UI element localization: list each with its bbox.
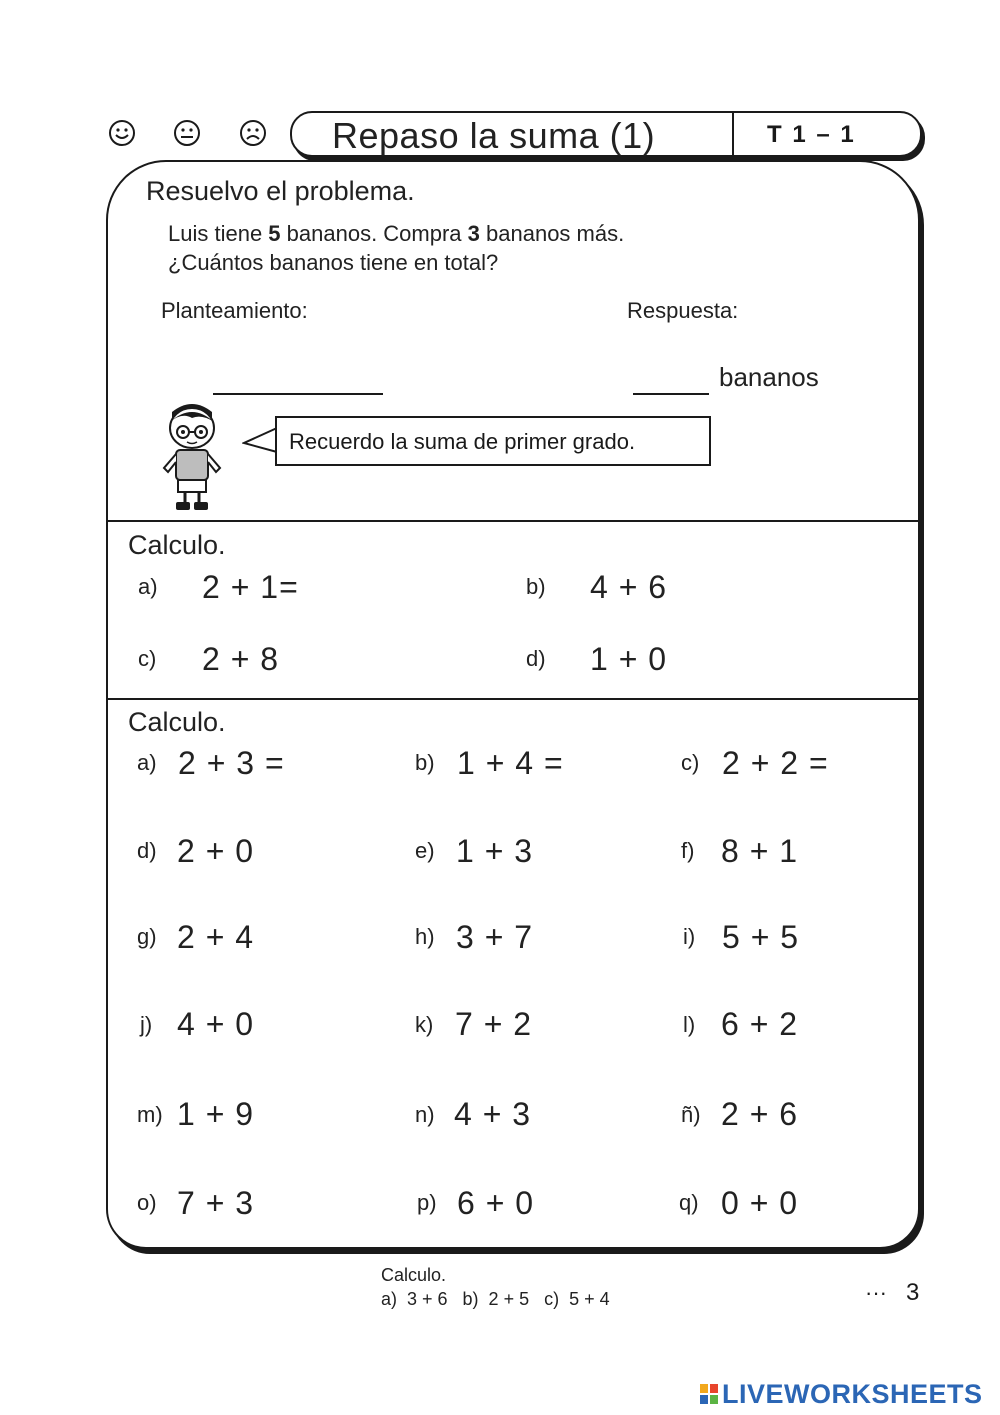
page-number: 3: [906, 1279, 920, 1306]
section1-heading: Calculo.: [128, 530, 226, 560]
exercise-label: m): [137, 1102, 163, 1127]
neutral-face-icon[interactable]: [172, 118, 202, 148]
section-divider-2: [106, 698, 919, 700]
exercise-expression[interactable]: 4 + 0: [177, 1006, 255, 1042]
problem-text-a: Luis tiene: [168, 221, 269, 246]
exercise-label: d): [526, 646, 546, 671]
exercise-label: ñ): [681, 1102, 701, 1127]
exercise-label: c): [681, 750, 700, 775]
exercise-label: e): [415, 838, 435, 863]
exercise-label: b): [526, 574, 546, 599]
sad-face-icon[interactable]: [238, 118, 268, 148]
exercise-expression[interactable]: 1 + 3: [456, 833, 534, 869]
problem-text-c: bananos más.: [479, 221, 625, 246]
exercise-expression[interactable]: 4 + 3: [454, 1096, 532, 1132]
exercise-label: f): [681, 838, 695, 863]
title-banner: [290, 111, 922, 157]
exercise-label: j): [140, 1012, 153, 1037]
exercise-label: k): [415, 1012, 434, 1037]
problem-line-2: ¿Cuántos bananos tiene en total?: [168, 250, 499, 275]
section-divider-1: [106, 520, 919, 522]
exercise-expression[interactable]: 6 + 0: [457, 1185, 535, 1221]
exercise-label: c): [138, 646, 157, 671]
exercise-expression[interactable]: 1 + 0: [590, 641, 668, 677]
answer-label: Respuesta:: [627, 298, 739, 323]
footer-dots: ···: [865, 1280, 887, 1305]
problem-text-b: bananos. Compra: [280, 221, 468, 246]
exercise-expression[interactable]: 2 + 4: [177, 919, 255, 955]
section2-heading: Calculo.: [128, 707, 226, 737]
exercise-expression[interactable]: 4 + 6: [590, 569, 668, 605]
setup-label: Planteamiento:: [161, 298, 308, 323]
problem-line-1: [168, 221, 624, 247]
exercise-expression[interactable]: 2 + 8: [202, 641, 280, 677]
exercise-label: n): [415, 1102, 435, 1127]
footer-exercises: a) 3 + 6 b) 2 + 5 c) 5 + 4: [381, 1289, 610, 1309]
happy-face-icon[interactable]: [107, 118, 137, 148]
speech-text: Recuerdo la suma de primer grado.: [289, 429, 636, 454]
exercise-expression[interactable]: 5 + 5: [722, 919, 800, 955]
exercise-label: a): [138, 574, 158, 599]
exercise-expression[interactable]: 6 + 2: [721, 1006, 799, 1042]
exercise-expression[interactable]: 2 + 0: [177, 833, 255, 869]
lesson-code: T 1 – 1: [767, 121, 856, 148]
answer-unit: bananos: [719, 362, 819, 392]
answer-blank-input[interactable]: [633, 393, 709, 395]
footer-heading: Calculo.: [381, 1265, 447, 1285]
boy-illustration: [152, 398, 232, 514]
problem-number-1: 5: [268, 221, 281, 246]
exercise-label: h): [415, 924, 435, 949]
problem-heading: Resuelvo el problema.: [146, 176, 415, 206]
exercise-expression[interactable]: 3 + 7: [456, 919, 534, 955]
exercise-expression[interactable]: 1 + 4 =: [457, 745, 564, 781]
exercise-expression[interactable]: 7 + 2: [455, 1006, 533, 1042]
exercise-label: i): [683, 924, 696, 949]
speech-bubble-tail: [242, 426, 278, 456]
exercise-expression[interactable]: 2 + 3 =: [178, 745, 285, 781]
liveworksheets-logo-icon: [700, 1384, 718, 1404]
exercise-label: d): [137, 838, 157, 863]
exercise-expression[interactable]: 2 + 1=: [202, 569, 299, 605]
exercise-expression[interactable]: 1 + 9: [177, 1096, 255, 1132]
exercise-label: p): [417, 1190, 437, 1215]
exercise-label: q): [679, 1190, 699, 1215]
exercise-label: g): [137, 924, 157, 949]
exercise-label: l): [683, 1012, 696, 1037]
exercise-expression[interactable]: 8 + 1: [721, 833, 799, 869]
exercise-label: b): [415, 750, 435, 775]
exercise-expression[interactable]: 7 + 3: [177, 1185, 255, 1221]
problem-number-2: 3: [467, 221, 480, 246]
exercise-label: o): [137, 1190, 157, 1215]
title-divider: [732, 113, 734, 155]
exercise-expression[interactable]: 0 + 0: [721, 1185, 799, 1221]
exercise-expression[interactable]: 2 + 2 =: [722, 745, 829, 781]
exercise-label: a): [137, 750, 157, 775]
exercise-expression[interactable]: 2 + 6: [721, 1096, 799, 1132]
speech-bubble: [275, 416, 711, 466]
setup-blank-input[interactable]: [213, 393, 383, 395]
brand-name[interactable]: LIVEWORKSHEETS: [722, 1379, 983, 1409]
page-title: Repaso la suma (1): [332, 115, 656, 156]
